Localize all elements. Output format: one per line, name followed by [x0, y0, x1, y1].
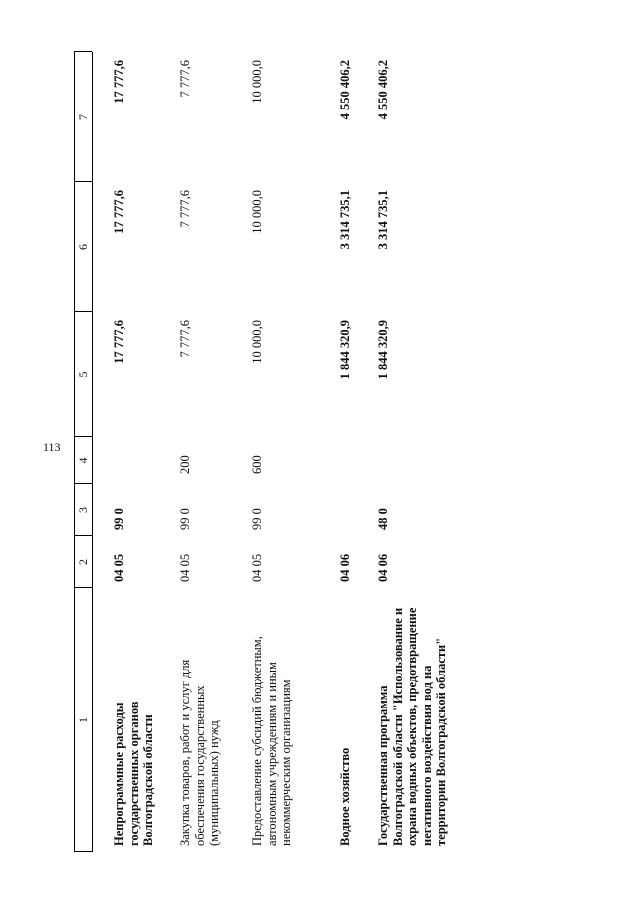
row-5-name: Государственная программа Волгоградской области "Использование и охрана водных объектов, предотвращение негативного воздействия вод на территории Волгоградской области" [376, 607, 448, 846]
row-2-target: 99 0 [178, 508, 192, 530]
row-2-value-6: 7 777,6 [178, 190, 192, 228]
budget-table [74, 52, 604, 852]
row-2-value-7: 7 777,6 [178, 60, 192, 98]
row-1-value-7: 17 777,6 [112, 60, 126, 104]
row-2-expense-type: 200 [178, 455, 192, 474]
row-4-value-5: 1 844 320,9 [338, 320, 352, 380]
header-bottom-border [92, 52, 93, 852]
column-header-2: 2 [76, 559, 90, 565]
row-5-section: 04 06 [376, 553, 390, 582]
table-top-border [74, 52, 75, 852]
row-1-name: Непрограммные расходы государственных органов Волгоградской области [112, 701, 155, 846]
row-2-name: Закупка товаров, работ и услуг для обеспечения государственных (муниципальных) нужд [178, 659, 221, 846]
row-5-value-7: 4 550 406,2 [376, 60, 390, 120]
column-header-3: 3 [76, 507, 90, 513]
column-header-7: 7 [76, 114, 90, 120]
row-4-value-7: 4 550 406,2 [338, 60, 352, 120]
row-5-target: 48 0 [376, 508, 390, 530]
row-3-expense-type: 600 [250, 455, 264, 474]
row-3-value-7: 10 000,0 [250, 60, 264, 104]
row-5-value-5: 1 844 320,9 [376, 320, 390, 380]
row-1-section: 04 05 [112, 553, 126, 582]
column-header-4: 4 [76, 457, 90, 464]
row-3-section: 04 05 [250, 553, 264, 582]
column-header-1: 1 [76, 717, 90, 723]
row-3-value-6: 10 000,0 [250, 190, 264, 234]
row-1-target: 99 0 [112, 508, 126, 530]
row-3-name: Предоставление субсидий бюджетным, автономным учреждениям и иным некоммерческим организациям [250, 636, 293, 846]
row-4-section: 04 06 [338, 553, 352, 582]
row-2-section: 04 05 [178, 553, 192, 582]
column-header-5: 5 [76, 371, 90, 378]
row-3-target: 99 0 [250, 508, 264, 530]
row-1-value-5: 17 777,6 [112, 320, 126, 364]
row-4-name: Водное хозяйство [338, 747, 352, 846]
page-number: 113 [43, 440, 61, 454]
row-5-value-6: 3 314 735,1 [376, 190, 390, 250]
column-header-6: 6 [76, 244, 90, 250]
row-1-value-6: 17 777,6 [112, 190, 126, 234]
row-3-value-5: 10 000,0 [250, 320, 264, 364]
row-4-value-6: 3 314 735,1 [338, 190, 352, 250]
row-2-value-5: 7 777,6 [178, 320, 192, 358]
